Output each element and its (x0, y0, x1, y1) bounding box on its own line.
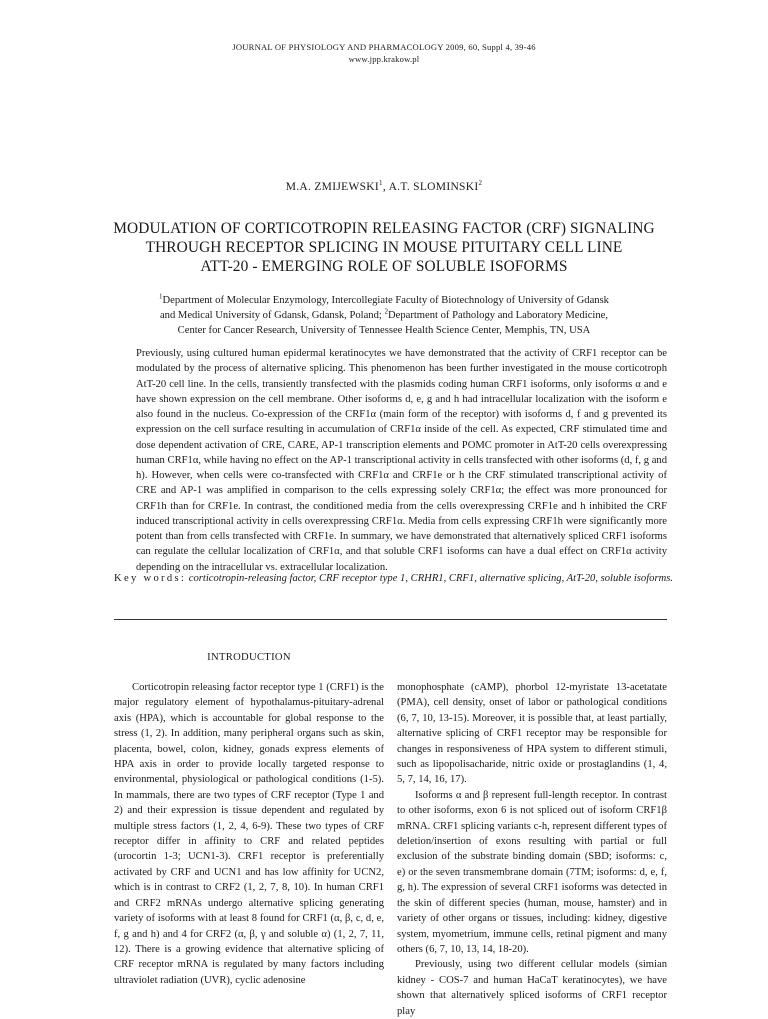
affiliations (0, 293, 768, 338)
journal-citation: JOURNAL OF PHYSIOLOGY AND PHARMACOLOGY 2009, 60, Suppl 4, 39-46 (232, 42, 536, 52)
author-list (0, 181, 768, 193)
title-line: THROUGH RECEPTOR SPLICING IN MOUSE PITUITARY CELL LINE (145, 239, 623, 256)
paragraph: Corticotropin releasing factor receptor type 1 (CRF1) is the major regulatory element of hypothalamus-pituitary-adrenal axis (HPA), which is accountable for global response to the stress (1, 2). In addition, many peripheral organs such as skin, placenta, bowel, colon, kidney, gonads express elements of HPA axis in order to provide locally targeted response to environmental, physiological or pathological conditions (1-5). In mammals, there are two types of CRF receptor (Type 1 and 2) and their expression is tissue dependent and regulated by multiple stress factors (1, 2, 4, 6-9). These two types of CRF receptor differ in affinity to CRF and related peptides (urocortin 1-3; UCN1-3). CRF1 receptor is preferentially activated by CRF and UCN1 and has low affinity for UCN2, which is in contrast to CRF2 (1, 2, 7, 8, 10). In human CRF1 and CRF2 mRNAs undergo alternative splicing generating variety of isoforms with at least 8 found for CRF1 (α, β, c, d, e, f, g and h) and 4 for CRF2 (α, β, γ and soluble α) (1, 2, 7, 11, 12). There is a growing evidence that alternative splicing of CRF receptor mRNA is regulated by many factors including ultraviolet radiation (UVR), cyclic adenosine (114, 682, 384, 986)
journal-url: www.jpp.krakow.pl (348, 54, 420, 64)
affiliation-text: Department of Molecular Enzymology, Intercollegiate Faculty of Biotechnology of University of Gdansk (162, 295, 609, 306)
paragraph: Previously, using two different cellular models (simian kidney - COS-7 and human HaCaT keratinocytes), we have shown that alternatively spliced isoforms of CRF1 receptor play (397, 959, 667, 1017)
journal-header (0, 41, 768, 65)
paragraph: monophosphate (cAMP), phorbol 12-myristate 13-acetatate (PMA), cell density, onset of labor or pathological conditions (6, 7, 10, 13-15). Moreover, it is possible that, at least partially, alternative splicing of CRF1 receptor may be responsible for changes in responsiveness of HPA system to different stimuli, such as lipopolisacharide, nitric oxide or prostaglandins (1, 4, 5, 7, 14, 16, 17). (397, 682, 667, 786)
body-column-left (114, 680, 384, 988)
paragraph: Isoforms α and β represent full-length receptor. In contrast to other isoforms, exon 6 is not spliced out of isoform CRF1β mRNA. CRF1 splicing variants c-h, represent different types of deletion/insertion of exons resulting with partial or full exclusion of the substrate binding domain (SBD; isoforms: c, e) or the seven transmembrane domain (7TM; isoforms: d, e, f, g, h). The expression of several CRF1 isoforms was detected in the skin of different species (human, mouse, hamster) and in variety of other organs or tissues, including: kidney, digestive system, myometrium, immune cells, retinal pigment and many others (6, 7, 10, 13, 14, 18-20). (397, 789, 667, 955)
keywords-label: Key words: (114, 573, 187, 584)
author-affiliation-mark: 1 (379, 179, 383, 188)
affiliation-mark: 2 (384, 307, 388, 316)
author-affiliation-mark: 2 (478, 179, 483, 188)
affiliation-text: and Medical University of Gdansk, Gdansk, Poland; (159, 310, 385, 321)
affiliation-line (0, 293, 768, 308)
body-column-right (397, 680, 667, 1019)
author-name: A.T. SLOMINSKI (388, 181, 479, 193)
abstract: Previously, using cultured human epidermal keratinocytes we have demonstrated that the activity of CRF1 receptor can be modulated by the process of alternative splicing. This phenomenon has been further investigated in the mouse corticotroph AtT-20 cell line. In the cells, transiently transfected with the plasmids coding human CRF1 isoforms, only isoforms α and e have shown expression on the cell membrane. Other isoforms d, e, g and h had intracellular localization with the isoform e also found in the nucleus. Co-expression of the CRF1α (main form of the receptor) with isoforms d, f and g prevented its expression on the cell surface resulting in accumulation of CRF1α inside of the cell. As expected, CRF stimulated time and dose dependent activation of CRE, CARE, AP-1 transcription elements and POMC promoter in AtT-20 cells overexpressing human CRF1α, while having no effect on the AP-1 transcriptional activity in cells transfected with other isoforms (d, f, g and h). However, when cells were co-transfected with CRF1α and CRF1e or h the CRF stimulated transcriptional activity of CRE and AP-1 was amplified in comparison to the cells expressing solely CRF1α; the effect was more pronounced for CRF1h than for CRF1e. In contrast, the conditioned media from the cells overexpressing CRF1e and h inhibited the CRF induced transcriptional activity in cells overexpressing CRF1α. Media from cells expressing CRF1h were significantly more potent than from cells transfected with CRF1e. In summary, we have demonstrated that alternatively spliced CRF1 isoforms can regulate the cellular localization of CRF1α, and that soluble CRF1 isoforms can have a dual effect on CRF1α activity depending on the intracellular vs. extracellular localization. (136, 348, 667, 573)
title-line: ATT-20 - EMERGING ROLE OF SOLUBLE ISOFORMS (200, 258, 568, 275)
affiliation-text: Department of Pathology and Laboratory Medicine, (387, 310, 609, 321)
section-divider (114, 619, 667, 620)
keywords (114, 573, 714, 584)
title-line: MODULATION OF CORTICOTROPIN RELEASING FACTOR (CRF) SIGNALING (113, 220, 655, 237)
author-name: M.A. ZMIJEWSKI (285, 181, 380, 193)
keywords-text: corticotropin-releasing factor, CRF receptor type 1, CRHR1, CRF1, alternative splicing, AtT-20, soluble isoforms. (188, 573, 674, 584)
affiliation-line: Center for Cancer Research, University of Tennessee Health Science Center, Memphis, TN, USA (177, 325, 591, 336)
affiliation-mark: 1 (159, 292, 163, 301)
author-separator: , (382, 181, 389, 193)
affiliation-line (0, 308, 768, 323)
section-heading: INTRODUCTION (207, 652, 291, 663)
paper-title (0, 219, 768, 276)
